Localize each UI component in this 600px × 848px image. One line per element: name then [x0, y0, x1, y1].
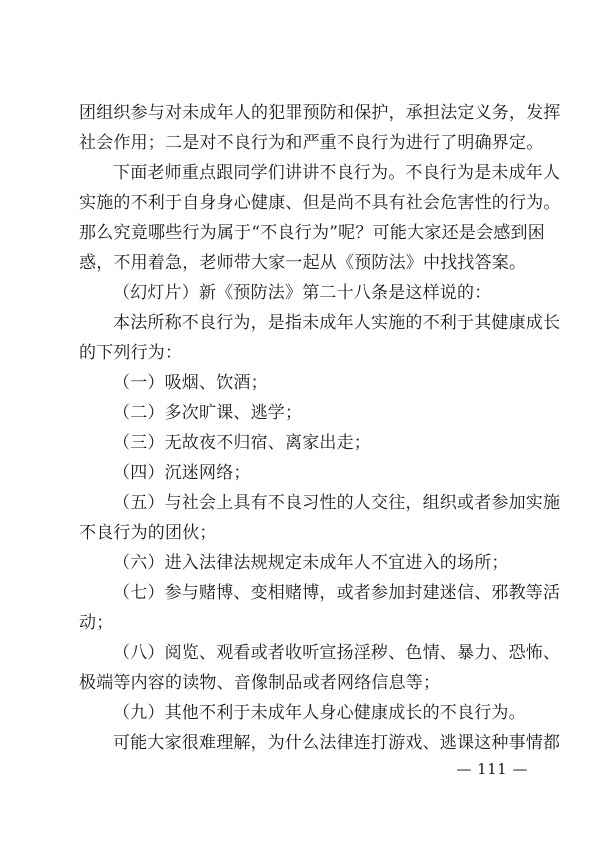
list-item: （九）其他不利于未成年人身心健康成长的不良行为。 — [113, 703, 526, 723]
list-item: （一）吸烟、饮酒； — [113, 373, 268, 393]
body-line: 社会作用；二是对不良行为和严重不良行为进行了明确界定。 — [79, 133, 544, 153]
body-line: （幻灯片）新《预防法》第二十八条是这样说的： — [113, 283, 492, 303]
list-item: （六）进入法律法规规定未成年人不宜进入的场所； — [113, 553, 509, 573]
body-line: 的下列行为： — [79, 343, 183, 363]
list-item: （二）多次旷课、逃学； — [113, 403, 303, 423]
list-item: （八）阅览、观看或者收听宣扬淫秽、色情、暴力、恐怖、 — [113, 643, 561, 663]
body-line: 本法所称不良行为，是指未成年人实施的不利于其健康成长 — [113, 313, 561, 333]
list-item-continuation: 动； — [79, 613, 114, 633]
page-number: — 111 — — [456, 760, 528, 778]
body-line: 惑，不用着急，老师带大家一起从《预防法》中找找答案。 — [79, 253, 527, 273]
body-line: 团组织参与对未成年人的犯罪预防和保护，承担法定义务，发挥 — [79, 103, 561, 123]
body-line: 实施的不利于自身身心健康、但是尚不具有社会危害性的行为。 — [79, 193, 561, 213]
list-item-continuation: 极端等内容的读物、音像制品或者网络信息等； — [79, 673, 441, 693]
body-line: 可能大家很难理解，为什么法律连打游戏、逃课这种事情都 — [113, 733, 561, 753]
list-item: （四）沉迷网络； — [113, 463, 251, 483]
list-item: （三）无故夜不归宿、离家出走； — [113, 433, 371, 453]
list-item: （七）参与赌博、变相赌博，或者参加封建迷信、邪教等活 — [113, 583, 561, 603]
list-item: （五）与社会上具有不良习性的人交往，组织或者参加实施 — [113, 493, 561, 513]
body-line: 那么究竟哪些行为属于“不良行为”呢？可能大家还是会感到困 — [79, 223, 545, 243]
list-item-continuation: 不良行为的团伙； — [79, 523, 217, 543]
body-line: 下面老师重点跟同学们讲讲不良行为。不良行为是未成年人 — [113, 163, 561, 183]
